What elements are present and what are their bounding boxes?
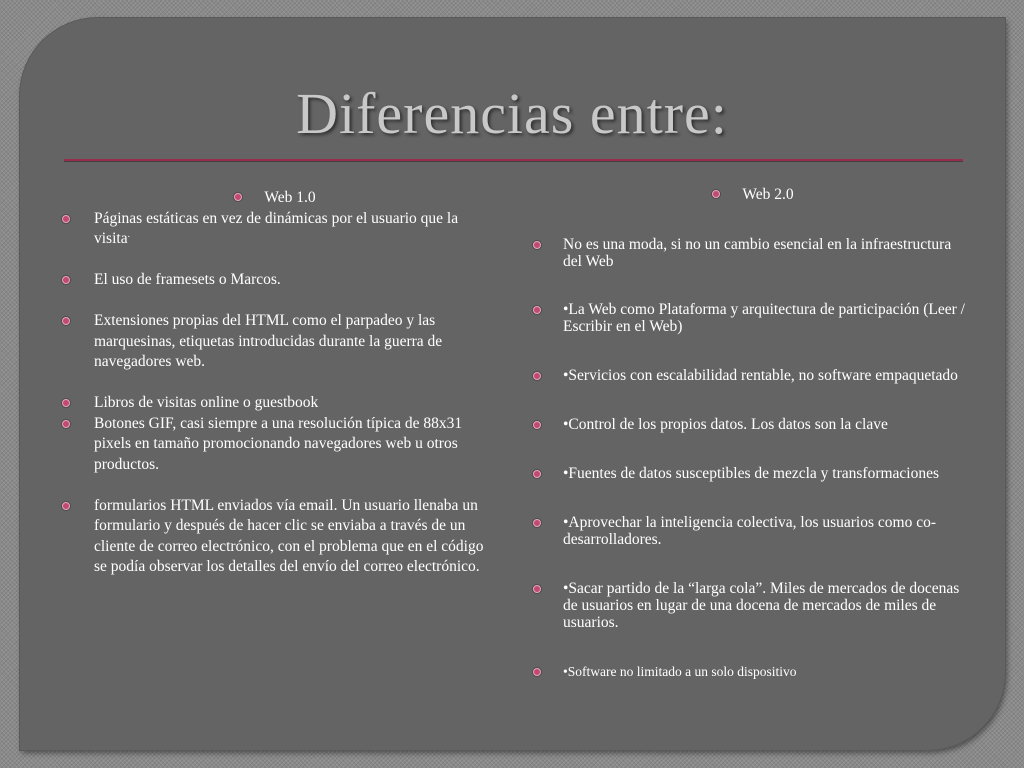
list-item	[533, 663, 973, 680]
bullet-icon	[533, 585, 541, 593]
bullet-icon	[62, 399, 70, 407]
list-item-text: •Servicios con escalabilidad rentable, no software empaquetado	[563, 367, 958, 384]
bullet-icon	[62, 215, 70, 223]
web2-heading	[533, 186, 973, 203]
list-item-text: •Fuentes de datos susceptibles de mezcla y transformaciones	[563, 465, 940, 482]
bullet-icon	[712, 190, 720, 198]
list-item	[60, 496, 490, 578]
web1-heading	[60, 188, 490, 209]
list-item-text: •Software no limitado a un solo dispositivo	[563, 664, 797, 679]
list-item	[60, 209, 490, 250]
web2-heading-text: Web 2.0	[742, 186, 794, 203]
list-item	[533, 514, 973, 548]
web1-list	[60, 188, 490, 578]
list-item	[60, 414, 490, 476]
list-item	[60, 270, 490, 291]
list-item	[533, 236, 973, 270]
bullet-icon	[533, 519, 541, 527]
bullet-icon	[533, 241, 541, 249]
list-item	[60, 393, 490, 414]
bullet-icon	[533, 372, 541, 380]
list-item-text: Libros de visitas online o guestbook	[94, 394, 319, 411]
list-item	[533, 465, 973, 482]
list-item	[533, 367, 973, 384]
list-item	[533, 580, 973, 631]
bullet-icon	[533, 421, 541, 429]
list-item-text: •La Web como Plataforma y arquitectura de participación (Leer / Escribir en el Web)	[563, 301, 965, 335]
web2-list	[533, 186, 973, 680]
slide-title: Diferencias entre:	[296, 81, 728, 146]
list-item	[533, 416, 973, 433]
list-item-text: Páginas estáticas en vez de dinámicas por el usuario que la visita	[94, 209, 459, 247]
title-divider	[64, 159, 963, 161]
bullet-icon	[62, 420, 70, 428]
bullet-icon	[62, 317, 70, 325]
list-item-text: Botones GIF, casi siempre a una resolución típica de 88x31 pixels en tamaño promocionando navegadores web u otros productos.	[94, 414, 463, 473]
bullet-icon	[62, 276, 70, 284]
list-item-text: El uso de framesets o Marcos.	[94, 271, 281, 288]
list-item-text: •Aprovechar la inteligencia colectiva, los usuarios como co-desarrolladores.	[563, 514, 936, 548]
list-item-text: •Sacar partido de la “larga cola”. Miles de mercados de docenas de usuarios en lugar de una docena de mercados de miles de usuarios.	[563, 580, 960, 631]
list-item-text: •Control de los propios datos. Los datos son la clave	[563, 416, 888, 433]
list-item-text: Extensiones propias del HTML como el parpadeo y las marquesinas, etiquetas introducidas durante la guerra de navegadores web.	[94, 312, 443, 370]
web1-heading-text: Web 1.0	[264, 189, 316, 206]
bullet-icon	[533, 470, 541, 478]
bullet-icon	[234, 193, 242, 201]
bullet-icon	[533, 668, 541, 676]
list-item-suffix: .	[127, 228, 130, 239]
list-item	[60, 311, 490, 373]
bullet-icon	[533, 306, 541, 314]
list-item	[533, 301, 973, 335]
bullet-icon	[62, 502, 70, 510]
list-item-text: formularios HTML enviados vía email. Un usuario llenaba un formulario y después de hacer clic se enviaba a través de un cliente de correo electrónico, con el problema que en el código se podía observar los detalles del envío del correo electrónico.	[94, 496, 484, 575]
list-item-text: No es una moda, si no un cambio esencial en la infraestructura del Web	[563, 236, 952, 270]
